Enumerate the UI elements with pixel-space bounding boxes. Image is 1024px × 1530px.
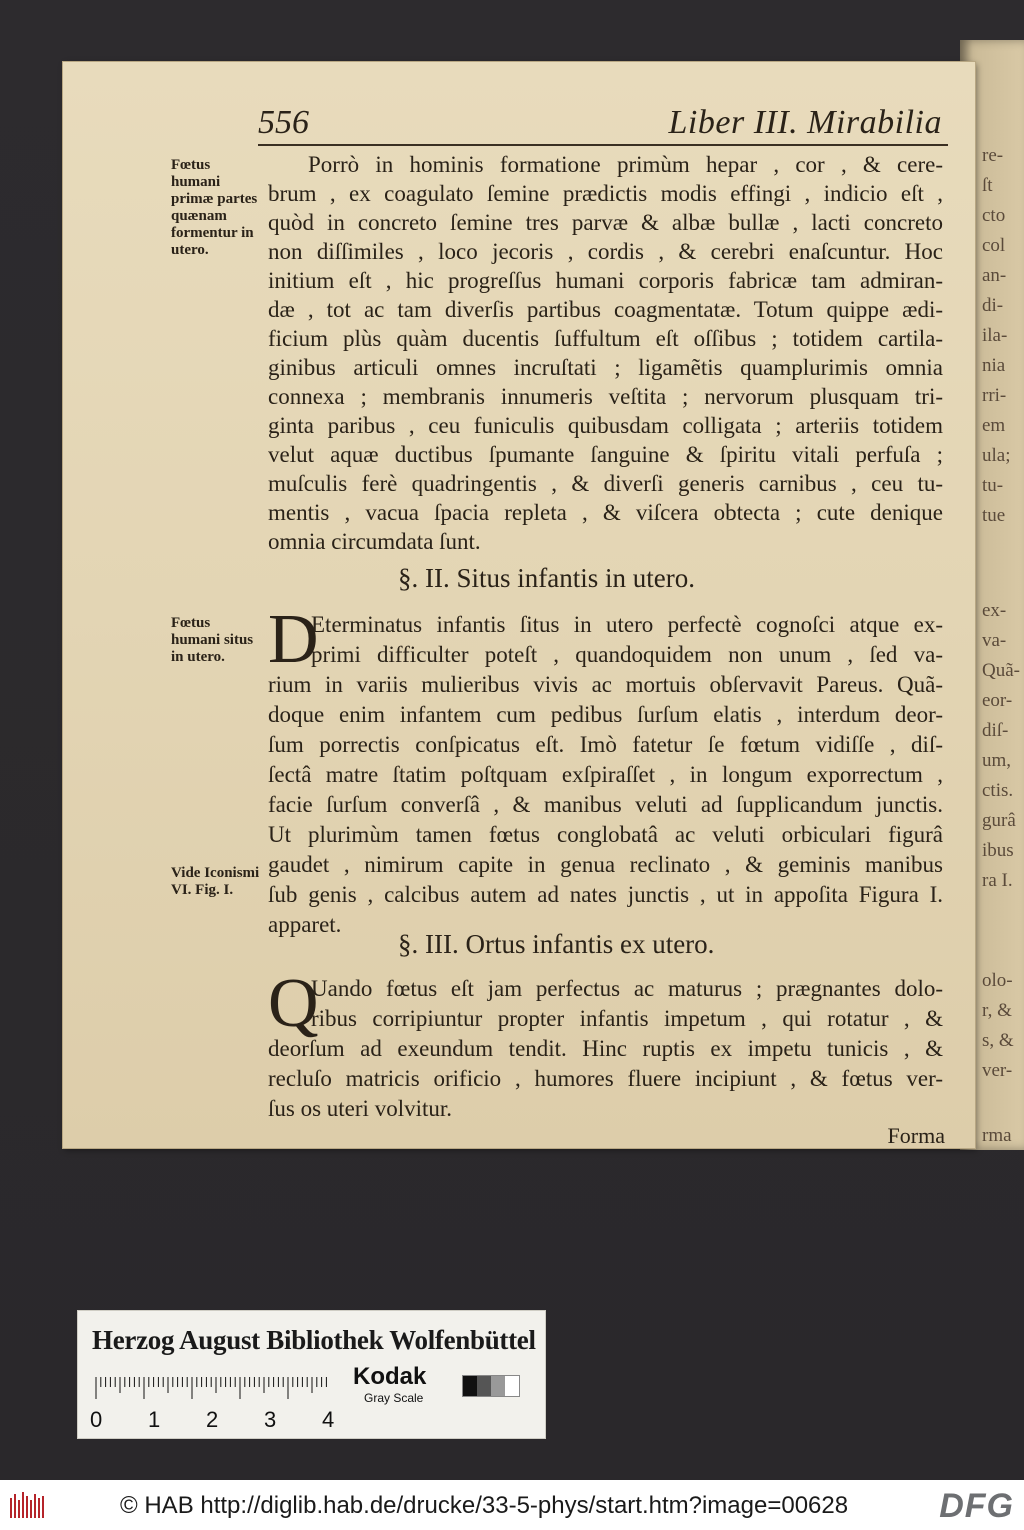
- facing-page-fragment: ila-: [982, 325, 1008, 346]
- facing-page-fragment: Quã-: [982, 660, 1020, 681]
- hab-library-icon: [8, 1490, 48, 1520]
- text-line: gaudet , nimirum capite in genua reclinato , & geminis manibus: [268, 852, 943, 877]
- page-header: [258, 104, 948, 146]
- text-line: rium in variis mulieribus vivis ac mortuis obſervavit Pareus. Quã-: [268, 672, 943, 697]
- text-line: non diſſimiles , loco jecoris , cordis , & cerebri enaſcuntur. Hoc: [268, 239, 943, 264]
- facing-page-fragment: gurâ: [982, 810, 1016, 831]
- text-line: ſus os uteri volvitur.: [268, 1096, 452, 1121]
- text-line: ſectâ matre ſtatim poſtquam exſpiraſſet , in longum exporrectum ,: [268, 762, 943, 787]
- facing-page-fragment: ibus: [982, 840, 1014, 861]
- text-line: muſculis ferè quadringentis , & diverſi generis carnibus , ceu tu-: [268, 471, 943, 496]
- facing-page-fragment: eor-: [982, 690, 1013, 711]
- text-line: ribus corripiuntur propter infantis impetum , qui rotatur , &: [311, 1006, 943, 1031]
- facing-page-fragment: ſt: [982, 175, 993, 196]
- facing-page-fragment: tu-: [982, 475, 1004, 496]
- facing-page-fragment: diſ-: [982, 720, 1009, 741]
- dfg-logo: DFG: [939, 1487, 1014, 1525]
- facing-page-fragment: ula;: [982, 445, 1011, 466]
- facing-page-fragment: ctis.: [982, 780, 1014, 801]
- text-line: primi difficulter poteſt , quandoquidem non unum , ſed va-: [311, 642, 943, 667]
- ruler-number: 0: [90, 1407, 103, 1432]
- copyright-link[interactable]: © HAB http://diglib.hab.de/drucke/33-5-phys/start.htm?image=00628: [120, 1492, 849, 1519]
- page-number: 556: [258, 104, 309, 141]
- facing-page-fragment: r, &: [982, 1000, 1012, 1021]
- text-line: Porrò in hominis formatione primùm hepar , cor , & cere-: [308, 152, 943, 177]
- margin-note-situs: Fœtus humani situs in utero.: [171, 615, 254, 665]
- gray-scale-swatches: [462, 1375, 520, 1397]
- facing-page-fragment: ver-: [982, 1060, 1013, 1081]
- ruler-number: 2: [206, 1407, 219, 1432]
- facing-page-fragment: em: [982, 415, 1006, 436]
- facing-page-fragment: ex-: [982, 600, 1007, 621]
- text-line: Ut plurimùm tamen fœtus conglobatâ ac veluti orbiculari figurâ: [268, 822, 943, 847]
- facing-page-fragment: nia: [982, 355, 1006, 376]
- text-line: deorſum ad exeundum tendit. Hinc ruptis ex impetu tunicis , &: [268, 1036, 943, 1061]
- facing-page-fragment: tue: [982, 505, 1006, 526]
- text-line: Uando fœtus eſt jam perfectus ac maturus ; prægnantes dolo-: [311, 976, 943, 1001]
- text-line: Eterminatus infantis ſitus in utero perfectè cognoſci atque ex-: [311, 612, 943, 637]
- text-line: initium eſt , hic progreſſus humani corporis fabricæ tam admiran-: [268, 268, 943, 293]
- text-line: doque enim infantem cum pedibus ſurſum elatis , interdum deor-: [268, 702, 943, 727]
- text-line: quòd in concreto ſemine tres parvæ & albæ bullæ , lacti concreto: [268, 210, 943, 235]
- running-title: Liber III. Mirabilia: [668, 104, 942, 141]
- text-line: ſum porrectis conſpicatus eſt. Imò fatetur ſe fœtum vidiſſe , diſ-: [268, 732, 943, 757]
- margin-note-iconismi: Vide Iconismi VI. Fig. I.: [171, 865, 260, 898]
- gray-scale-label: Gray Scale: [364, 1391, 424, 1405]
- text-line: facie ſurſum converſâ , & manibus veluti ad ſupplicandum junctis.: [268, 792, 943, 817]
- facing-page-fragment: rri-: [982, 385, 1007, 406]
- kodak-logo: Kodak: [353, 1363, 427, 1390]
- facing-page-fragment: ra I.: [982, 870, 1013, 891]
- text-line: ſub genis , calcibus autem ad nates junctis , ut in appoſita Figura I.: [268, 882, 943, 907]
- ruler-scale: [94, 1377, 334, 1399]
- text-line: connexa ; membranis innumeris veſtita ; nervorum plusquam tri-: [268, 384, 943, 409]
- dropcap-d: D: [268, 601, 319, 678]
- ruler-number: 1: [148, 1407, 161, 1432]
- facing-page-fragment: rma: [982, 1125, 1012, 1146]
- text-line: apparet.: [268, 912, 342, 937]
- facing-page-fragment: col: [982, 235, 1006, 256]
- text-line: ginibus articuli omnes incruſtati ; ligamẽtis quamplurimis omnia: [268, 355, 943, 380]
- text-line: dæ , tot ac tam diverſis partibus coagmentatæ. Totum quippe ædi-: [268, 297, 943, 322]
- margin-note-formation: Fœtus humani primæ partes quænam formentur in utero.: [171, 157, 258, 258]
- facing-page-fragment: s, &: [982, 1030, 1014, 1051]
- text-line: mentis , vacua ſpacia repleta , & viſcera obtecta ; cute denique: [268, 500, 943, 525]
- footer-bar: [0, 1480, 1024, 1530]
- text-line: omnia circumdata ſunt.: [268, 529, 481, 554]
- facing-page-fragment: di-: [982, 295, 1004, 316]
- text-line: ginta paribus , ceu funiculis quibusdam colligata ; arteriis totidem: [268, 413, 943, 438]
- ruler-number: 3: [264, 1407, 277, 1432]
- ruler-number: 4: [322, 1407, 335, 1432]
- section-heading-situs: §. II. Situs infantis in utero.: [398, 563, 695, 593]
- section-heading-ortus: §. III. Ortus infantis ex utero.: [398, 929, 715, 959]
- facing-page-fragment: um,: [982, 750, 1012, 771]
- text-line: brum , ex coagulato ſemine prædictis modis effingi , indicio eſt ,: [268, 181, 943, 206]
- text-line: ficium plùs quàm ducentis ſuffultum eſt oſſibus ; totidem cartila-: [268, 326, 943, 351]
- text-line: recluſo matricis orificio , humores fluere incipiunt , & fœtus ver-: [268, 1066, 943, 1091]
- facing-page-fragment: va-: [982, 630, 1007, 651]
- facing-page-fragment: olo-: [982, 970, 1013, 991]
- facing-page-fragment: cto: [982, 205, 1006, 226]
- book-page: [63, 62, 975, 1148]
- text-line: velut aquæ ductibus ſpumante ſanguine & ſpiritu vitali perfuſa ;: [268, 442, 943, 467]
- dropcap-q: Q: [268, 965, 319, 1042]
- facing-page-fragment: an-: [982, 265, 1007, 286]
- library-name: Herzog August Bibliothek Wolfenbüttel: [92, 1325, 536, 1355]
- facing-page-fragment: re-: [982, 145, 1004, 166]
- catchword: Forma: [887, 1123, 945, 1148]
- library-color-card: [77, 1310, 546, 1439]
